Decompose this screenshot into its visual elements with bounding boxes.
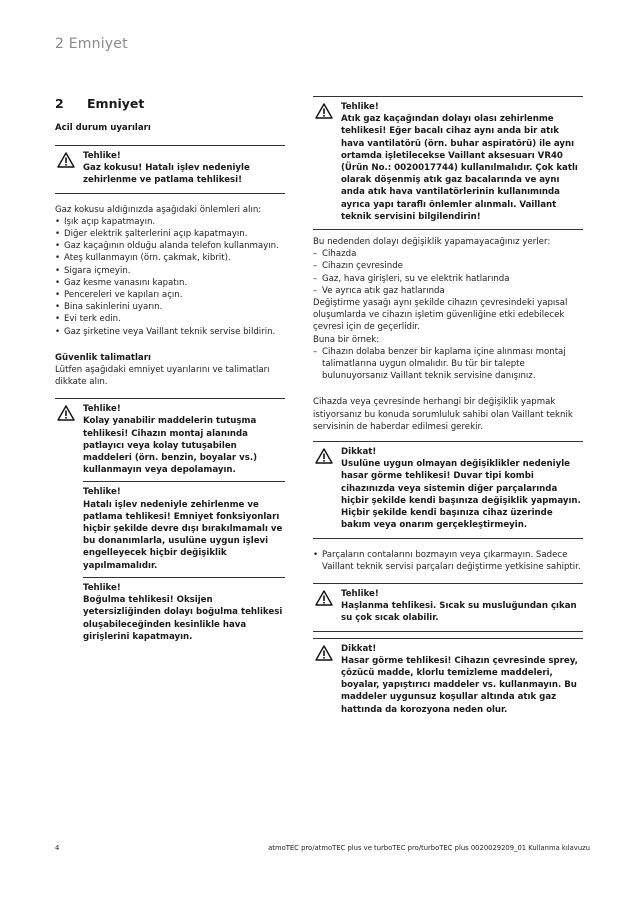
warning-box-flue-gas <box>313 96 583 230</box>
warning-text: Hatalı işlev nedeniyle zehirlenme ve patlama tehlikesi! Emniyet fonksiyonları hiçbir şekilde devre dışı bırakılmamalı ve bu donanımlarla, usulüne uygun işlevi engelleyecek hiçbir değişiklik yapılmamalıdır. <box>83 499 283 571</box>
page-number: 4 <box>55 844 60 852</box>
example-list <box>313 346 583 383</box>
list-item: • Diğer elektrik şalterlerini açıp kapatmayın. <box>55 228 285 240</box>
warning-title: Dikkat! <box>341 643 377 654</box>
left-column <box>55 96 285 649</box>
section-heading <box>55 96 285 111</box>
warning-text: Kolay yanabilir maddelerin tutuşma tehlikesi! Cihazın montaj alanında patlayıcı veya kolay tutuşabilen maddeleri (örn. benzin, boyalar vs.) kullanmayın veya depolamayın. <box>83 416 258 476</box>
warning-text: Haşlanma tehlikesi. Sıcak su musluğundan çıkan su çok sıcak olabilir. <box>341 601 577 624</box>
warning-title: Tehlike! <box>83 582 121 593</box>
list-item: • Evi terk edin. <box>55 313 285 325</box>
warning-text: Gaz kokusu! Hatalı işlev nedeniyle zehirlenme ve patlama tehlikesi! <box>83 163 250 186</box>
list-item: • Parçaların contalarını bozmayın veya çıkarmayın. Sadece Vaillant teknik servisi parçaları değiştirme yetkisine sahiptir. <box>313 549 583 573</box>
seals-list <box>313 549 583 573</box>
warning-title: Tehlike! <box>83 487 121 498</box>
warning-title: Dikkat! <box>341 447 377 458</box>
list-item: • Işık açıp kapatmayın. <box>55 216 285 228</box>
list-item: • Gaz kesme vanasını kapatın. <box>55 277 285 289</box>
warning-box-gas-smell <box>55 145 285 194</box>
warning-item-flammable <box>83 403 285 476</box>
warning-box-modifications <box>313 441 583 538</box>
warning-text: Boğulma tehlikesi! Oksijen yetersizliğinden dolayı boğulma tehlikesi oluşabileceğinden kesinlikle hava girişlerini kapatmayın. <box>83 595 283 642</box>
warning-triangle-icon <box>315 103 333 119</box>
warning-title: Tehlike! <box>83 404 121 415</box>
footer-document-title: atmoTEC pro/atmoTEC plus ve turboTEC pro/turboTEC plus 0020029209_01 Kullanma kılavuzu <box>268 844 590 852</box>
no-change-list <box>313 248 583 297</box>
warning-title: Tehlike! <box>341 588 379 599</box>
warning-triangle-icon <box>315 590 333 606</box>
list-item: • Sigara içmeyin. <box>55 265 285 277</box>
warning-text: Hasar görme tehlikesi! Cihazın çevresinde sprey, çözücü madde, klorlu temizleme maddeleri, boyalar, yapıştırıcı maddeler vs. kullanmayın. Bu maddeler uygunsuz koşullar altında atık gaz hattında da korozyona neden olur. <box>341 655 578 715</box>
list-item: – Ve ayrıca atık gaz hatlarında <box>313 285 583 297</box>
emergency-heading: Acil durum uyarıları <box>55 123 151 133</box>
example-intro: Buna bir örnek: <box>313 334 380 345</box>
measures-intro: Gaz kokusu aldığınızda aşağıdaki önlemleri alın: <box>55 204 262 215</box>
warning-triangle-icon <box>315 645 333 661</box>
right-column <box>313 96 583 722</box>
list-item: • Bina sakinlerini uyarın. <box>55 301 285 313</box>
no-change-intro: Bu nedenden dolayı değişiklik yapamayacağınız yerler: <box>313 237 551 248</box>
list-item: – Cihazda <box>313 248 583 260</box>
section-number: 2 <box>55 96 64 111</box>
changes-note: Cihazda veya çevresinde herhangi bir değişiklik yapmak istiyorsanız bu konuda sorumluluk sahibi olan Vaillant teknik servisinin de haberdar edilmesi gerekir. <box>313 397 573 432</box>
running-head: 2 Emniyet <box>55 36 128 52</box>
warning-triangle-icon <box>57 405 75 421</box>
safety-heading: Güvenlik talimatları <box>55 352 151 363</box>
list-item: • Gaz kaçağının olduğu alanda telefon kullanmayın. <box>55 240 285 252</box>
warning-item-malfunction <box>83 481 285 571</box>
warning-box-scalding <box>313 583 583 632</box>
warning-text: Usulüne uygun olmayan değişiklikler nedeniyle hasar görme tehlikesi! Duvar tipi kombi cihazınızda veya sistemin diğer parçalarında hiçbir şekilde kendi başınıza değişiklik yapmayın. Hiçbir şekilde kendi başınıza cihaz üzerinde bakım veya onarım gerçekleştirmeyin. <box>341 459 581 531</box>
list-item: • Gaz şirketine veya Vaillant teknik servise bildirin. <box>55 326 285 338</box>
list-item: – Cihazın dolaba benzer bir kaplama içine alınması montaj talimatlarına uygun olmalıdır. Bu tür bir talepte bulunuyorsanız Vaillant teknik servisine danışınız. <box>313 346 583 383</box>
prohibition-text: Değiştirme yasağı aynı şekilde cihazın çevresindeki yapısal oluşumlarda ve cihazın işletim güvenliğine etki edebilecek çevresi için de geçerlidir. <box>313 298 568 333</box>
measures-list <box>55 216 285 338</box>
list-item: • Pencereleri ve kapıları açın. <box>55 289 285 301</box>
list-item: • Ateş kullanmayın (örn. çakmak, kibrit). <box>55 252 285 264</box>
warning-box-damage <box>313 638 583 722</box>
warning-text: Atık gaz kaçağından dolayı olası zehirlenme tehlikesi! Eğer bacalı cihaz aynı anda bir atık hava vantilatörü (örn. buhar aspiratörü) ile aynı ortamda işletilecekse Vaillant aksesuarı VR40 (Ürün No.: 0020017744) kullanılmalıdır. Çok katlı olarak döşenmiş atık gaz bacalarında ve aynı anda atık hava vantilatörlerinin kullanımında ayrıca yapı taraflı önlemler alınmalı. Vaillant teknik servisini bilgilendirin! <box>341 114 578 222</box>
warning-item-suffocation <box>83 577 285 643</box>
warning-title: Tehlike! <box>341 102 379 112</box>
warning-title: Tehlike! <box>83 151 121 161</box>
warning-triangle-icon <box>315 448 333 464</box>
list-item: – Gaz, hava girişleri, su ve elektrik hatlarında <box>313 273 583 285</box>
list-item: – Cihazın çevresinde <box>313 260 583 272</box>
warning-triangle-icon <box>57 152 75 168</box>
safety-intro: Lütfen aşağıdaki emniyet uyarılarını ve talimatları dikkate alın. <box>55 364 270 388</box>
warning-box-safety <box>55 398 285 649</box>
section-title: Emniyet <box>87 96 145 111</box>
